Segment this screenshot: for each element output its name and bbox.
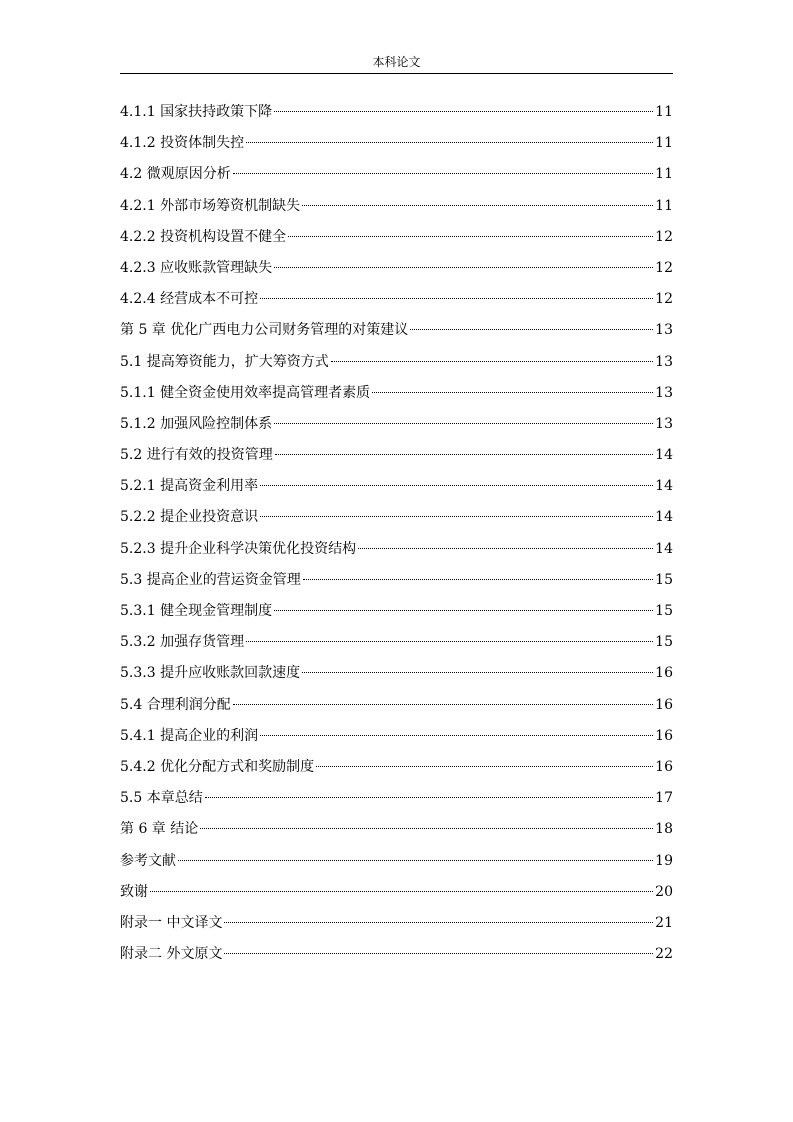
toc-leader-dots [205, 797, 653, 798]
toc-entry[interactable] [120, 507, 673, 538]
toc-entry[interactable] [120, 258, 673, 289]
toc-entry-title: 附录一 中文译文 [120, 914, 223, 931]
toc-leader-dots [260, 298, 653, 299]
toc-entry-page: 16 [655, 758, 673, 775]
page-header: 本科论文 [372, 55, 421, 69]
toc-entry[interactable] [120, 819, 673, 850]
toc-entry[interactable] [120, 851, 673, 882]
toc-entry-title: 致谢 [120, 883, 148, 900]
toc-entry-page: 11 [655, 197, 673, 214]
table-of-contents [120, 102, 673, 975]
toc-entry[interactable] [120, 383, 673, 414]
toc-entry-page: 11 [655, 166, 673, 183]
toc-entry-page: 12 [655, 259, 673, 276]
toc-leader-dots [358, 548, 653, 549]
toc-entry[interactable] [120, 445, 673, 476]
toc-entry-title: 5.2 进行有效的投资管理 [120, 447, 273, 464]
toc-entry-title: 4.1.1 国家扶持政策下降 [120, 104, 273, 120]
toc-entry[interactable] [120, 944, 673, 975]
toc-entry[interactable] [120, 882, 673, 913]
toc-entry-page: 14 [655, 540, 673, 557]
toc-entry[interactable] [120, 196, 673, 227]
toc-entry-title: 4.2.2 投资机构设置不健全 [120, 228, 287, 245]
toc-entry-page: 19 [655, 852, 673, 869]
toc-entry[interactable] [120, 632, 673, 663]
toc-entry-page: 13 [655, 415, 673, 432]
toc-entry-page: 16 [655, 696, 673, 713]
toc-leader-dots [302, 205, 653, 206]
toc-leader-dots [150, 891, 653, 892]
toc-leader-dots [288, 236, 653, 237]
toc-entry-page: 22 [655, 946, 673, 963]
toc-entry-page: 13 [655, 384, 673, 401]
toc-leader-dots [274, 610, 653, 611]
toc-entry-page: 16 [655, 727, 673, 744]
toc-entry-title: 4.2 微观原因分析 [120, 166, 231, 183]
toc-leader-dots [246, 641, 653, 642]
toc-entry[interactable] [120, 164, 673, 195]
toc-entry[interactable] [120, 788, 673, 819]
toc-entry-title: 第 6 章 结论 [120, 821, 199, 838]
toc-leader-dots [274, 423, 653, 424]
toc-entry[interactable] [120, 695, 673, 726]
toc-entry-title: 5.3.1 健全现金管理制度 [120, 603, 273, 619]
toc-entry[interactable] [120, 476, 673, 507]
toc-entry[interactable] [120, 352, 673, 383]
toc-entry[interactable] [120, 570, 673, 601]
toc-leader-dots [224, 953, 653, 954]
toc-entry-page: 13 [655, 322, 673, 339]
toc-leader-dots [260, 516, 653, 517]
toc-entry-page: 15 [655, 571, 673, 588]
toc-entry-page: 11 [655, 135, 673, 152]
toc-entry-page: 13 [655, 353, 673, 370]
toc-entry-title: 5.2.1 提高资金利用率 [120, 478, 259, 495]
toc-entry-title: 5.4.2 优化分配方式和奖励制度 [120, 758, 315, 775]
toc-entry-title: 5.3.3 提升应收账款回款速度 [120, 665, 301, 682]
toc-leader-dots [274, 111, 653, 112]
toc-entry[interactable] [120, 726, 673, 757]
toc-entry-page: 15 [655, 634, 673, 651]
toc-leader-dots [200, 828, 653, 829]
toc-leader-dots [275, 454, 653, 455]
toc-leader-dots [302, 672, 653, 673]
toc-entry-page: 14 [655, 478, 673, 495]
toc-entry-title: 5.1.1 健全资金使用效率提高管理者素质 [120, 384, 371, 401]
toc-leader-dots [260, 735, 653, 736]
toc-leader-dots [372, 392, 653, 393]
toc-entry-title: 4.2.4 经营成本不可控 [120, 291, 259, 308]
toc-entry-page: 17 [655, 790, 673, 807]
toc-entry-title: 5.3.2 加强存货管理 [120, 634, 245, 651]
toc-entry[interactable] [120, 601, 673, 632]
toc-entry-page: 11 [655, 104, 673, 120]
toc-leader-dots [178, 860, 653, 861]
toc-entry-title: 5.1 提高筹资能力，扩大筹资方式 [120, 353, 329, 370]
toc-entry-page: 18 [655, 821, 673, 838]
toc-leader-dots [224, 922, 653, 923]
toc-entry[interactable] [120, 102, 673, 133]
toc-entry-page: 14 [655, 447, 673, 464]
toc-entry-title: 4.2.3 应收账款管理缺失 [120, 259, 273, 276]
toc-entry[interactable] [120, 414, 673, 445]
toc-entry[interactable] [120, 289, 673, 320]
toc-entry[interactable] [120, 320, 673, 351]
header-rule [120, 73, 673, 74]
toc-leader-dots [274, 267, 653, 268]
toc-entry-title: 5.5 本章总结 [120, 790, 203, 807]
toc-entry-title: 5.1.2 加强风险控制体系 [120, 415, 273, 432]
toc-leader-dots [260, 485, 653, 486]
toc-entry[interactable] [120, 227, 673, 258]
toc-leader-dots [303, 579, 653, 580]
toc-entry-page: 14 [655, 509, 673, 526]
toc-entry-page: 16 [655, 665, 673, 682]
toc-leader-dots [233, 173, 653, 174]
toc-entry-title: 5.2.3 提升企业科学决策优化投资结构 [120, 540, 357, 557]
toc-entry-title: 5.2.2 提企业投资意识 [120, 509, 259, 526]
toc-entry[interactable] [120, 757, 673, 788]
toc-entry-title: 5.4 合理利润分配 [120, 696, 231, 713]
toc-leader-dots [233, 704, 653, 705]
toc-entry[interactable] [120, 539, 673, 570]
toc-leader-dots [410, 329, 653, 330]
toc-entry-title: 4.2.1 外部市场筹资机制缺失 [120, 197, 301, 214]
toc-entry-page: 12 [655, 291, 673, 308]
toc-entry-page: 12 [655, 228, 673, 245]
toc-leader-dots [331, 361, 653, 362]
toc-entry-title: 参考文献 [120, 852, 176, 869]
toc-leader-dots [246, 142, 653, 143]
toc-entry-page: 15 [655, 603, 673, 619]
toc-entry-title: 附录二 外文原文 [120, 946, 223, 963]
toc-entry[interactable] [120, 913, 673, 944]
toc-leader-dots [316, 766, 653, 767]
toc-entry[interactable] [120, 133, 673, 164]
toc-entry-page: 21 [655, 914, 673, 931]
toc-entry-page: 20 [655, 883, 673, 900]
toc-entry-title: 第 5 章 优化广西电力公司财务管理的对策建议 [120, 322, 409, 339]
toc-entry[interactable] [120, 663, 673, 694]
toc-entry-title: 4.1.2 投资体制失控 [120, 135, 245, 152]
toc-entry-title: 5.3 提高企业的营运资金管理 [120, 571, 301, 588]
toc-entry-title: 5.4.1 提高企业的利润 [120, 727, 259, 744]
